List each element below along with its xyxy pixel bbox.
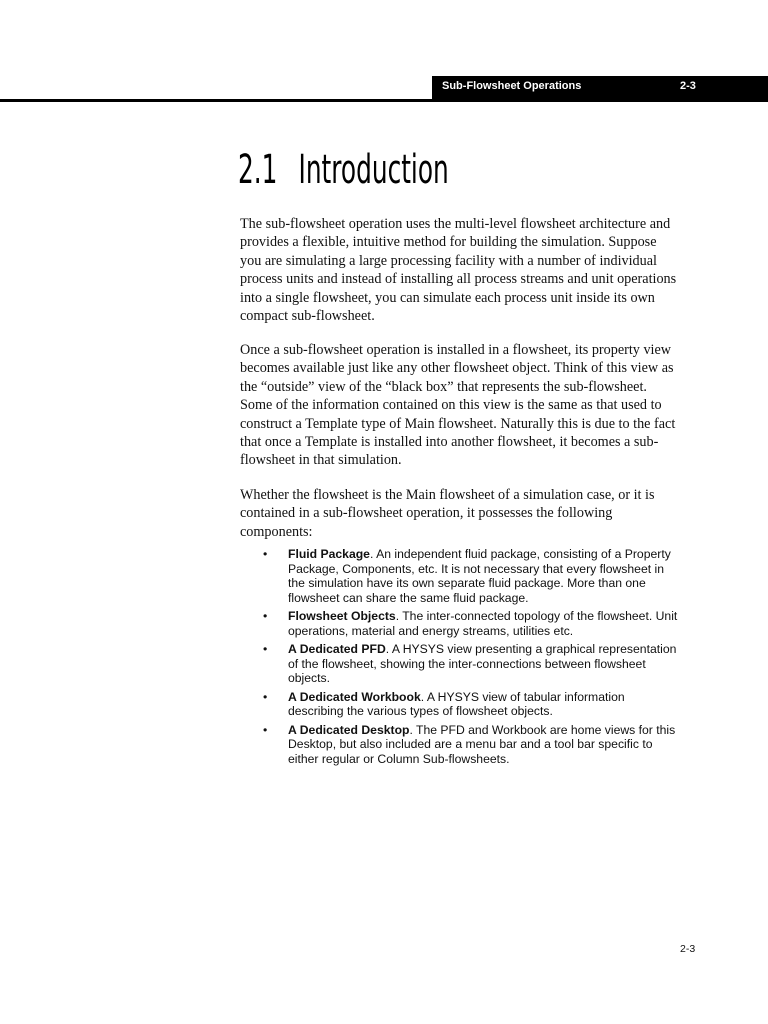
list-item-text: . A HYSYS view of tabular information describing the various types of flowsheet objects.	[288, 689, 625, 718]
list-item	[260, 642, 680, 686]
section-heading	[238, 142, 449, 198]
list-item-term: A Dedicated Desktop	[288, 722, 410, 737]
header-rule	[0, 99, 768, 102]
bullet-icon: •	[263, 642, 268, 656]
list-item-term: A Dedicated Workbook	[288, 689, 421, 704]
list-item-text: . A HYSYS view presenting a graphical representation of the flowsheet, showing the inter-connections between flowsheet objects.	[288, 642, 677, 685]
body-paragraph-1: The sub-flowsheet operation uses the multi-level flowsheet architecture and provides a flexible, intuitive method for building the simulation. Suppose you are simulating a large processing facility with a number of individual process units and instead of installing all process streams and unit operations into a single flowsheet, you can simulate each process unit inside its own compact sub-flowsheet.	[240, 216, 677, 325]
bullet-icon: •	[263, 547, 268, 561]
list-item-term: A Dedicated PFD	[288, 642, 386, 656]
list-item-text: . An independent fluid package, consisting of a Property Package, Components, etc. It is not necessary that every flowsheet in the simulation have its own separate fluid package. More than one flowsheet can share the same fluid package.	[288, 547, 671, 605]
list-item-term: Fluid Package	[288, 547, 370, 561]
section-title: Introduction	[298, 147, 449, 193]
list-item	[260, 723, 680, 767]
running-header-page-number: 2-3	[680, 80, 696, 92]
list-item	[260, 547, 680, 605]
footer-page-number: 2-3	[680, 943, 696, 955]
list-item-term: Flowsheet Objects	[288, 609, 396, 623]
list-item-text: . The PFD and Workbook are home views for this Desktop, but also included are a menu bar and a tool bar specific to either regular or Column Sub-flowsheets.	[288, 722, 676, 766]
bullet-icon: •	[263, 722, 268, 737]
bullet-icon: •	[263, 609, 268, 623]
list-item	[260, 609, 680, 638]
list-item	[260, 690, 680, 719]
body-paragraph-2: Once a sub-flowsheet operation is installed in a flowsheet, its property view becomes available just like any other flowsheet object. Think of this view as the “outside” view of the “black box” that represents the sub-flowsheet. Some of the information contained on this view is the same as that used to construct a Template type of Main flowsheet. Naturally this is due to the fact that once a Template is installed into another flowsheet, it becomes a sub-flowsheet in that simulation.	[240, 342, 676, 469]
running-header-title: Sub-Flowsheet Operations	[442, 80, 582, 92]
running-header	[432, 76, 768, 99]
bullet-icon: •	[263, 689, 268, 704]
list-item-text: . The inter-connected topology of the flowsheet. Unit operations, material and energy streams, utilities etc.	[288, 609, 678, 638]
components-list	[260, 547, 680, 770]
body-paragraph-3: Whether the flowsheet is the Main flowsheet of a simulation case, or it is contained in a sub-flowsheet operation, it possesses the following components:	[240, 487, 655, 540]
section-number: 2.1	[238, 147, 278, 193]
